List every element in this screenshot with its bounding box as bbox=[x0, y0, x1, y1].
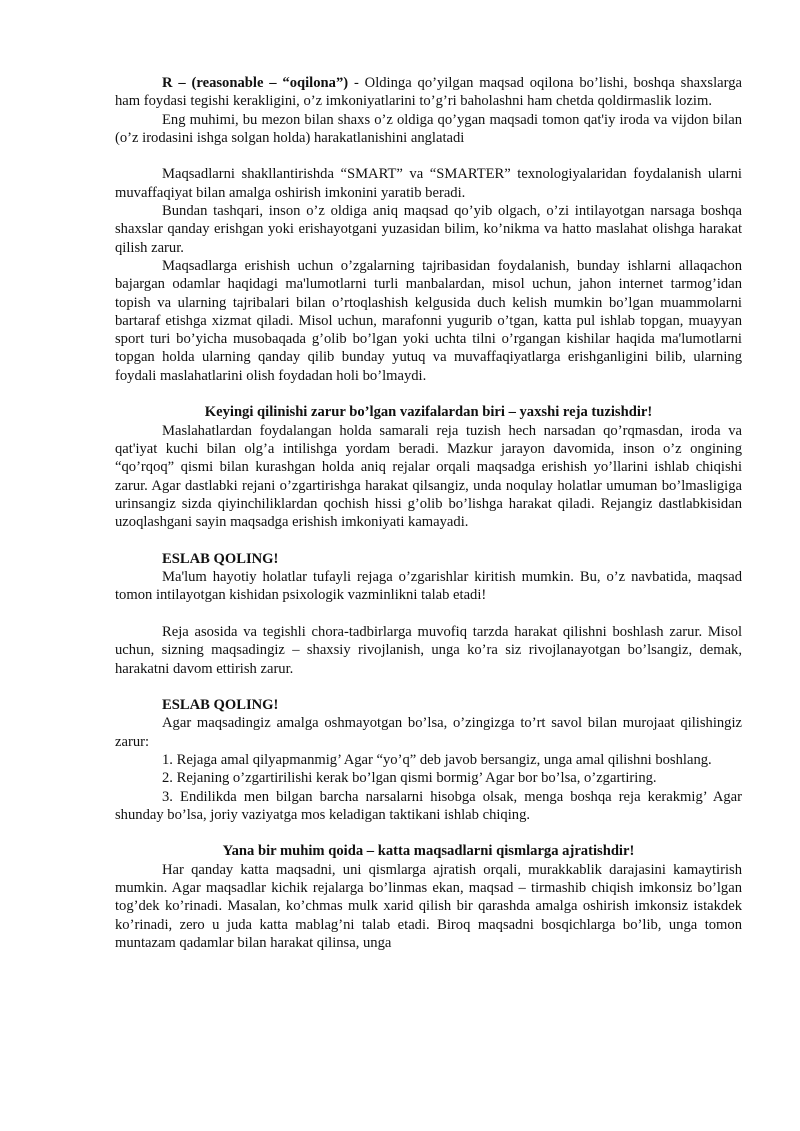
spacer bbox=[115, 605, 742, 623]
paragraph-reasonable bbox=[115, 74, 742, 111]
list-item-3: 3. Endilikda men bilgan barcha narsalarni hisobga olsak, menga boshqa reja kerakmig’ Agar shunday bo’lsa, joriy vaziyatga mos keladigan taktikani ishlab chiqing. bbox=[115, 788, 742, 823]
spacer bbox=[115, 385, 742, 403]
reasonable-text: - Oldinga qo’yilgan maqsad oqilona bo’lishi, boshqa shaxslarga ham foydasi tegishi kerakligini, o’z imkoniyatlarini to’g’ri baholashni ham chetda qoldirmaslik lozim. bbox=[115, 75, 742, 110]
paragraph-changes: Ma'lum hayotiy holatlar tufayli rejaga o’zgarishlar kiritish mumkin. Bu, o’z navbatida, maqsad tomon intilayotgan kishidan psixologik vazminlikni talab etadi! bbox=[115, 569, 742, 604]
paragraph-four-questions: Agar maqsadingiz amalga oshmayotgan bo’lsa, o’zingizga to’rt savol bilan murojaat qilishingiz zarur: bbox=[115, 715, 742, 750]
paragraph-experience: Maqsadlarga erishish uchun o’zgalarning tajribasidan foydalanish, bunday ishlarni allaqachon bajargan odamlar haqidagi ma'lumotlarni turli manbalardan, misol uchun, jahon internet tarmog’idan topish va ularning tajribalari bilan o’rtoqlashish kelgusida duch kelish mumkin bo’lgan muammolarni bartaraf etishga xizmat qiladi. Misol uchun, marafonni yugurib o’tgan, katta pul ishlab topgan, muayyan sport turi bo’yicha musobaqada g’olib bo’lgan yoki uchta tilni o’rgangan kishilar haqida ma'lumotlarni topgan holda ularning qanday qilib bunday yutuq va muvaffaqiyatlarga erishganligini bilib, ularning foydali maslahatlarini olish foydadan holi bo’lmaydi. bbox=[115, 257, 742, 384]
list-item-1: 1. Rejaga amal qilyapmanmig’ Agar “yo’q” deb javob bersangiz, unga amal qilishni boshlang. bbox=[162, 751, 712, 768]
spacer bbox=[115, 147, 742, 165]
reasonable-term: R – (reasonable – “oqilona”) bbox=[162, 75, 349, 91]
document-page bbox=[115, 74, 742, 952]
heading-split-goals: Yana bir muhim qoida – katta maqsadlarni qismlarga ajratishdir! bbox=[222, 843, 635, 860]
paragraph-most-important: Eng muhimi, bu mezon bilan shaxs o’z oldiga qo’ygan maqsadi tomon qat'iy iroda va vijdon bilan (o’z irodasini ishga solgan holda) harakatlanishini anglatadi bbox=[115, 111, 742, 146]
remember-heading-1: ESLAB QOLING! bbox=[162, 550, 279, 567]
spacer bbox=[115, 678, 742, 696]
paragraph-split-goals: Har qanday katta maqsadni, uni qismlarga ajratish orqali, murakkablik darajasini kamaytirish mumkin. Agar maqsadlar kichik rejalarga bo’linmas ekan, maqsad – tirmashib chiqish imkonsiz bo’lgan tog’dek ko’rinadi. Masalan, ko’chmas mulk xarid qilish bir qarashda amalga oshirish imkonsiz istakdek ko’rinadi, zero u juda katta mablag’ni talab etadi. Biroq maqsadni bosqichlarga bo’lib, unga tomon muntazam qadamlar bilan harakat qilinsa, unga bbox=[115, 861, 742, 951]
paragraph-start-acting: Reja asosida va tegishli chora-tadbirlarga muvofiq tarzda harakat qilishni boshlash zarur. Misol uchun, sizning maqsadingiz – shaxsiy rivojlanish, unga ko’ra siz rivojlanayotgan bo’lsangiz, demak, harakatni davom ettirish zarur. bbox=[115, 623, 742, 677]
paragraph-smart: Maqsadlarni shakllantirishda “SMART” va “SMARTER” texnologiyalaridan foydalanish ularni muvaffaqiyat bilan amalga oshirish imkonini yaratib beradi. bbox=[115, 166, 742, 201]
list-item-2: 2. Rejaning o’zgartirilishi kerak bo’lgan qismi bormig’ Agar bor bo’lsa, o’zgartiring. bbox=[162, 770, 657, 787]
paragraph-plan: Maslahatlardan foydalangan holda samarali reja tuzish hech narsadan qo’rqmasdan, iroda va qat'iyat kuchi bilan olg’a intilishga yordam beradi. Mazkur jarayon davomida, inson o’z ongining “qo’rqoq” qismi bilan kurashgan holda aniq rejalar orqali maqsadga erishish yo’llarini ishlab chiqishi zarur. Agar dastlabki rejani o’zgartirishga harakat qilsangiz, unda noqulay holatlar umuman bo’lmasligiga urinsangiz sizda qiyinchiliklardan qochish hissi g’olib bo’lishga harakat qiladi. Rejangiz dastlabkisidan uzoqlashgani sayin maqsadga erishish imkoniyati kamayadi. bbox=[115, 422, 742, 531]
spacer bbox=[115, 531, 742, 549]
remember-heading-2: ESLAB QOLING! bbox=[162, 697, 279, 714]
heading-good-plan: Keyingi qilinishi zarur bo’lgan vazifalardan biri – yaxshi reja tuzishdir! bbox=[204, 404, 653, 421]
spacer bbox=[115, 824, 742, 842]
paragraph-besides: Bundan tashqari, inson o’z oldiga aniq maqsad qo’yib olgach, o’zi intilayotgan narsaga boshqa shaxslar qanday erishgan yoki erishayotgani yuzasidan bilim, ko’nikma va hatto maslahat olishga harakat qilish zarur. bbox=[115, 203, 742, 256]
